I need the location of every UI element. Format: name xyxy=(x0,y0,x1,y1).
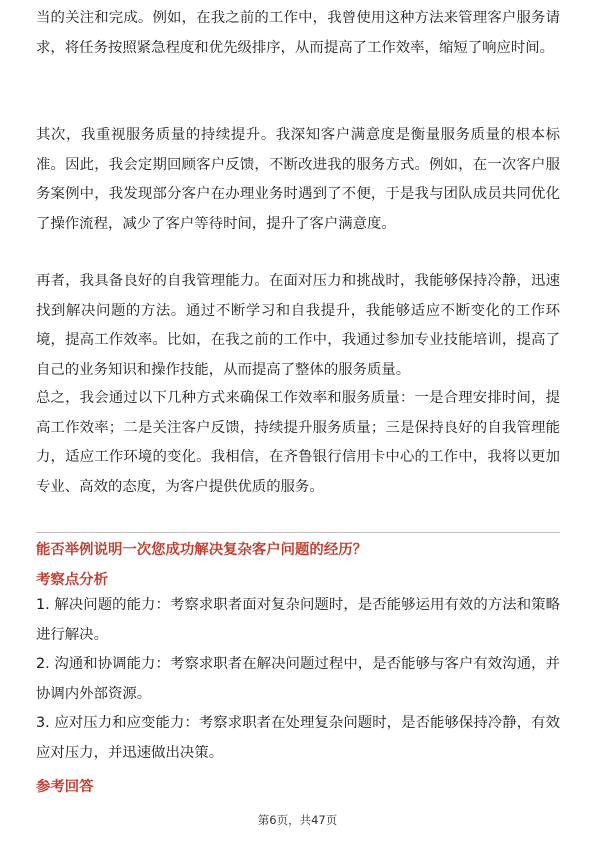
body-paragraph: 总之，我会通过以下几种方式来确保工作效率和服务质量：一是合理安排时间，提高工作效率；二是关注客户反馈，持续提升服务质量；三是保持良好的自我管理能力，适应工作环境的变化。我相信，在齐鲁银行信用卡中心的工作中，我将以更加专业、高效的态度，为客户提供优质的服务。 xyxy=(36,390,560,495)
analysis-point: 2. 沟通和协调能力：考察求职者在解决问题过程中，是否能够与客户有效沟通，并协调内外部资源。 xyxy=(36,656,560,702)
analysis-point: 1. 解决问题的能力：考察求职者面对复杂问题时，是否能够运用有效的方法和策略进行解决。 xyxy=(36,597,560,643)
question-heading: 能否举例说明一次您成功解决复杂客户问题的经历？ xyxy=(36,542,367,558)
body-paragraph: 其次，我重视服务质量的持续提升。我深知客户满意度是衡量服务质量的根本标准。因此，我会定期回顾客户反馈，不断改进我的服务方式。例如，在一次客户服务案例中，我发现部分客户在办理业务时遇到了不便，于是我与团队成员共同优化了操作流程，减少了客户等待时间，提升了客户满意度。 xyxy=(36,127,560,232)
section-divider xyxy=(36,532,560,533)
analysis-heading: 考察点分析 xyxy=(36,572,108,588)
analysis-point: 3. 应对压力和应变能力：考察求职者在处理复杂问题时，是否能够保持冷静，有效应对压力，并迅速做出决策。 xyxy=(36,715,560,761)
document-page xyxy=(36,0,560,842)
page-number: 第6页，共47页 xyxy=(257,813,338,827)
analysis-list xyxy=(36,591,560,768)
body-paragraph: 当的关注和完成。例如，在我之前的工作中，我曾使用这种方法来管理客户服务请求，将任务按照紧急程度和优先级排序，从而提高了工作效率，缩短了响应时间。 xyxy=(36,10,560,56)
answer-heading: 参考回答 xyxy=(36,779,94,795)
body-paragraph: 再者，我具备良好的自我管理能力。在面对压力和挑战时，我能够保持冷静，迅速找到解决问题的方法。通过不断学习和自我提升，我能够适应不断变化的工作环境，提高工作效率。比如，在我之前的工作中，我通过参加专业技能培训，提高了自己的业务知识和操作技能，从而提高了整体的服务质量。 xyxy=(36,273,560,378)
